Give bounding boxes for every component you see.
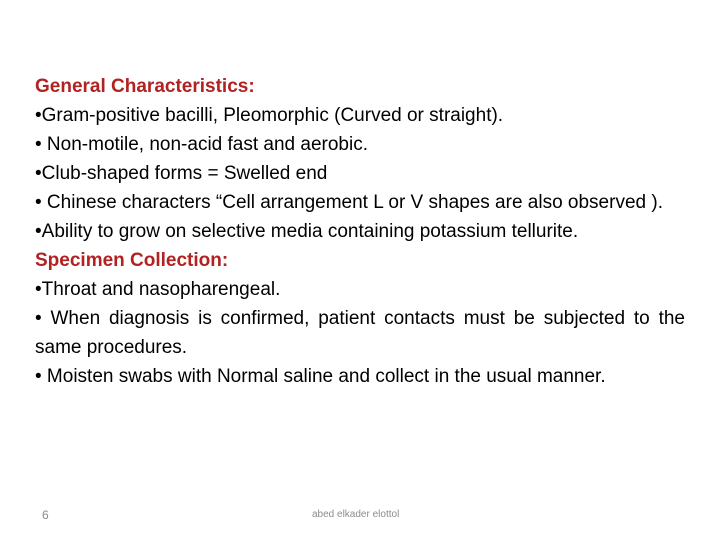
section-heading-general-characteristics: General Characteristics: (35, 76, 255, 97)
bullet-club-shaped: •Club-shaped forms = Swelled end (35, 163, 328, 184)
bullet-gram-positive: •Gram-positive bacilli, Pleomorphic (Curved or straight). (35, 105, 504, 126)
bullet-moisten-swabs: • Moisten swabs with Normal saline and collect in the usual manner. (35, 366, 606, 387)
bullet-tellurite: •Ability to grow on selective media containing potassium tellurite. (35, 221, 579, 242)
bullet-non-motile: • Non-motile, non-acid fast and aerobic. (35, 134, 368, 155)
slide-content (35, 72, 685, 391)
bullet-chinese-characters: • Chinese characters “Cell arrangement L or V shapes are also observed ). (35, 192, 663, 213)
section-heading-specimen-collection: Specimen Collection: (35, 250, 229, 271)
slide-number: 6 (42, 508, 49, 522)
bullet-throat: •Throat and nasopharengeal. (35, 279, 281, 300)
bullet-patient-contacts: • When diagnosis is confirmed, patient contacts must be subjected to the same procedures. (35, 308, 685, 358)
footer-author: abed elkader elottol (312, 509, 400, 520)
